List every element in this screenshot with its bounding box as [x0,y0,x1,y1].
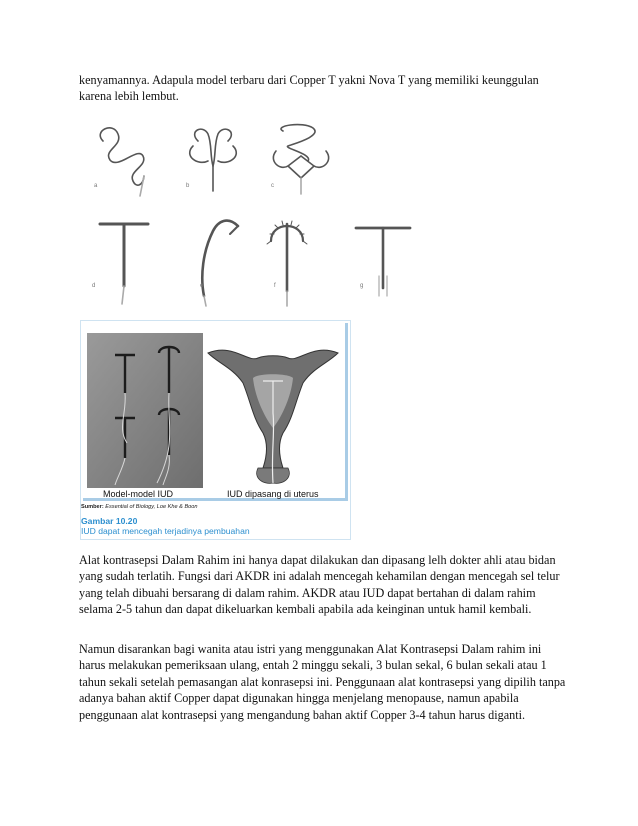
iud-shape-b [190,129,237,191]
paragraph-checkup: Namun disarankan bagi wanita atau istri yang menggunakan Alat Kontrasepsi Dalam rahim ini harus melakukan pemeriksaan ulang, entah 2 minggu sekali, 3 bulan sekal, 6 bulan sekali atau 1 tahun sekali setelah pemasangan alat konrasepsi ini. Penggunaan alat kontrasepsi yang dipilih tanpa adanya bahan aktif Copper dapat digunakan hingga menjelang menopause, namun apabila penggunaan alat kontrasepsi yang mengandung bahan aktif Copper 3-4 tahun harus diganti. [79,642,566,722]
caption-iud-uterus: IUD dipasang di uterus [227,489,319,499]
source-text: Essential of Biology, Loe Khe & Boon [105,504,198,510]
uterus-illustration [203,333,343,488]
iud-shape-a [100,128,144,196]
label-g: g [360,283,364,289]
label-b: b [186,183,190,189]
iud-shape-g [356,228,410,296]
iud-shape-d [100,224,148,304]
iud-figure-panel [80,320,351,540]
figure-source [81,504,198,510]
caption-iud-models: Model-model IUD [103,489,174,499]
paragraph-intro: kenyamannya. Adapula model terbaru dari Copper T yakni Nova T yang memiliki keunggulan karena lebih lembut. [79,73,539,104]
label-d: d [92,283,96,289]
label-f: f [274,283,276,289]
source-label: Sumber: [81,504,104,510]
iud-shape-f [267,221,307,306]
figure-title: Gambar 10.20 [81,516,138,526]
label-e: e [200,283,204,289]
paragraph-akdr: Alat kontrasepsi Dalam Rahim ini hanya dapat dilakukan dan dipasang lelh dokter ahli atau bidan yang sudah terlatih. Fungsi dari AKDR ini adalah mencegah kehamilan dengan mencegah sel telur yang telah dibuahi bersarang di dalam rahim. AKDR atau IUD dapat bertahan di dalam rahim selama 2-5 tahun dan dapat dikeluarkan kembali apabila ada keinginan untuk hamil kembali. [79,553,560,617]
label-c: c [271,183,274,189]
iud-shape-e [202,221,238,306]
iud-models-photo [87,333,203,488]
label-a: a [94,183,98,189]
iud-shape-c [273,125,328,194]
iud-types-illustration [88,116,423,311]
figure-subtitle: IUD dapat mencegah terjadinya pembuahan [81,526,250,536]
